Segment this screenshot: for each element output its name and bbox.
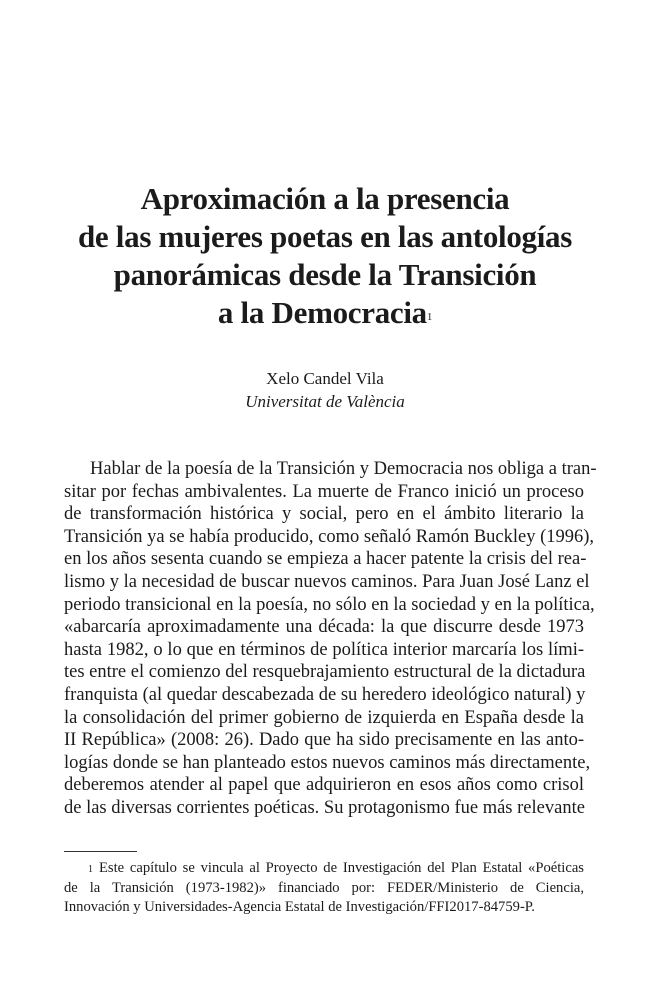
body-line: lismo y la necesidad de buscar nuevos caminos. Para Juan José Lanz el [64,571,590,592]
body-line: logías donde se han planteado estos nuevos caminos más directamente, [64,752,591,773]
body-line: deberemos atender al papel que adquirieron en esos años como crisol [64,775,584,796]
footnote-line: de la Transición (1973-1982)» financiado por: FEDER/Ministerio de Ciencia, [64,879,584,896]
title-line: Aproximación a la presencia [140,181,510,216]
body-line: hasta 1982, o lo que en términos de política interior marcaría los lími- [64,639,584,660]
title-line: de las mujeres poetas en las antologías [77,219,573,254]
body-line: tes entre el comienzo del resquebrajamiento estructural de la dictadura [64,662,586,683]
body-line: de transformación histórica y social, pero en el ámbito literario la [64,504,584,525]
body-line: Hablar de la poesía de la Transición y Democracia nos obliga a tran- [90,459,597,479]
body-line: en los años sesenta cuando se empieza a hacer patente la crisis del rea- [64,549,587,570]
author-affiliation: Universitat de València [245,392,405,411]
footnote-line [64,859,584,879]
body-paragraph [64,458,597,820]
title-line [40,294,610,332]
body-line: «abarcaría aproximadamente una década: la que discurre desde 1973 [64,617,584,638]
body-line: Transición ya se había producido, como señaló Ramón Buckley (1996), [64,526,595,547]
body-line: II República» (2008: 26). Dado que ha sido precisamente en las anto- [64,730,584,751]
footnote-mark: 1 [88,864,93,875]
body-line: la consolidación del primer gobierno de izquierda en España desde la [64,707,584,728]
footnote [64,859,584,918]
footnote-divider [64,851,137,852]
body-line: de las diversas corrientes poéticas. Su protagonismo fue más relevante [64,797,585,818]
title-line-text: a la Democracia [217,295,427,330]
chapter-title [40,180,610,332]
body-line: sitar por fechas ambivalentes. La muerte de Franco inició un proceso [64,481,584,502]
body-line: franquista (al quedar descabezada de su heredero ideológico natural) y [64,684,586,705]
footnote-line-text: Este capítulo se vincula al Proyecto de Investigación del Plan Estatal «Poéticas [99,860,584,876]
author-name: Xelo Candel Vila [266,369,384,388]
title-line: panorámicas desde la Transición [113,257,537,292]
body-line: periodo transicional en la poesía, no sólo en la sociedad y en la política, [64,594,595,615]
footnote-line: Innovación y Universidades-Agencia Estatal de Investigación/FFI2017-84759-P. [64,899,535,915]
title-footnote-ref[interactable]: 1 [426,311,433,323]
